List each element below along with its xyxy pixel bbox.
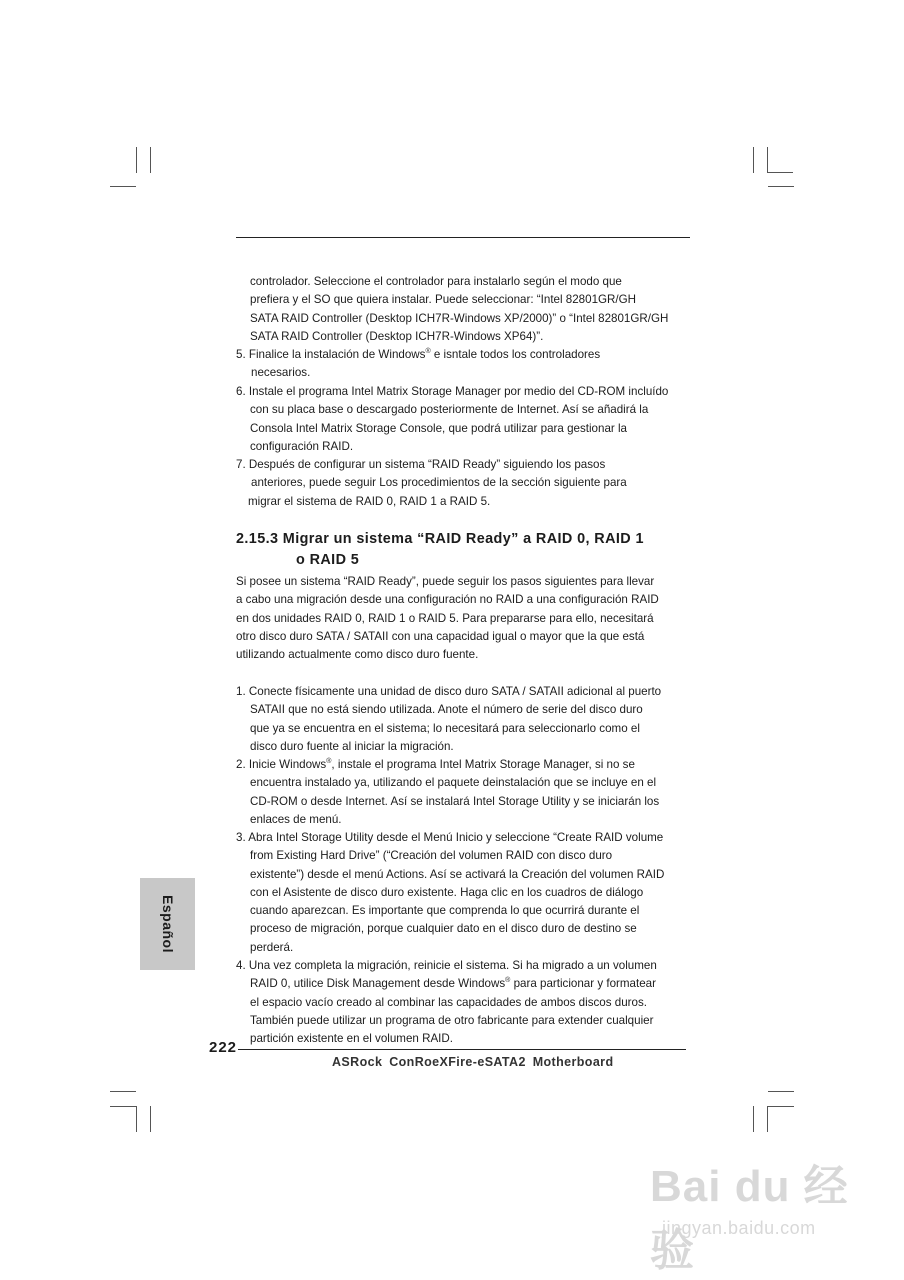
crop-mark: [753, 1106, 754, 1132]
text-line: Si posee un sistema “RAID Ready”, puede seguir los pasos siguientes para llevar: [236, 575, 655, 588]
section-heading: [236, 529, 644, 571]
list-item-7: [236, 456, 627, 511]
crop-mark: [110, 1091, 136, 1092]
footer-product: ASRock ConRoeXFire-eSATA2 Motherboard: [332, 1055, 614, 1069]
text-line: 2. Inicie Windows®, instale el programa Intel Matrix Storage Manager, si no se: [236, 758, 635, 771]
text-line: proceso de migración, porque cualquier dato en el disco duro de destino se: [250, 922, 637, 936]
baidu-watermark-logo: Bai du 经验: [650, 1162, 849, 1275]
text-line: controlador. Seleccione el controlador para instalarlo según el modo que: [250, 275, 622, 288]
section-intro: [236, 573, 659, 664]
list-item-6: [236, 383, 668, 456]
text-line: CD-ROM o desde Internet. Así se instalará Intel Storage Utility y se iniciarán los: [250, 794, 660, 808]
continuation-paragraph: [250, 273, 668, 346]
heading-line: 2.15.3 Migrar un sistema “RAID Ready” a RAID 0, RAID 1: [236, 531, 644, 547]
text-line: anteriores, puede seguir Los procedimientos de la sección siguiente para: [251, 476, 627, 490]
text-line: 3. Abra Intel Storage Utility desde el Menú Inicio y seleccione “Create RAID volume: [236, 831, 664, 844]
text-line: partición existente en el volumen RAID.: [250, 1032, 453, 1046]
crop-mark: [150, 147, 151, 173]
crop-mark: [150, 1106, 151, 1132]
text-line: otro disco duro SATA / SATAII con una capacidad igual o mayor que la que está: [236, 629, 645, 643]
text-line: Consola Intel Matrix Storage Console, que podrá utilizar para gestionar la: [250, 421, 628, 435]
step-1: [236, 683, 661, 756]
language-side-tab: [140, 878, 195, 970]
text-line: También puede utilizar un programa de otro fabricante para extender cualquier: [250, 1013, 654, 1027]
crop-mark: [753, 147, 754, 173]
text-line: que ya se encuentra en el sistema; lo necesitará para seleccionarlo como el: [250, 721, 640, 735]
crop-mark: [136, 1106, 137, 1132]
crop-mark: [768, 1091, 794, 1092]
text-line: cuando aparezcan. Es importante que comprenda lo que ocurrirá durante el: [250, 904, 640, 918]
text-line: SATA RAID Controller (Desktop ICH7R-Windows XP64)”.: [250, 329, 544, 343]
text-line: from Existing Hard Drive” (“Creación del volumen RAID con disco duro: [250, 849, 613, 863]
text-line: migrar el sistema de RAID 0, RAID 1 a RAID 5.: [248, 494, 491, 508]
baidu-watermark-url: jingyan.baidu.com: [662, 1218, 816, 1238]
step-2: [236, 756, 659, 829]
crop-mark: [110, 1106, 136, 1107]
text-line: utilizando actualmente como disco duro fuente.: [236, 648, 479, 662]
text-line: 6. Instale el programa Intel Matrix Storage Manager por medio del CD-ROM incluído: [236, 385, 669, 398]
text-line: 7. Después de configurar un sistema “RAID Ready” siguiendo los pasos: [236, 458, 606, 471]
text-line: necesarios.: [251, 366, 311, 380]
text-line: prefiera y el SO que quiera instalar. Puede seleccionar: “Intel 82801GR/GH: [250, 293, 637, 307]
crop-mark: [768, 1106, 794, 1107]
text-line: enlaces de menú.: [250, 812, 342, 826]
text-line: existente”) desde el menú Actions. Así se activará la Creación del volumen RAID: [250, 867, 665, 881]
text-line: a cabo una migración desde una configuración no RAID a una configuración RAID: [236, 593, 659, 607]
text-line: disco duro fuente al iniciar la migración.: [250, 739, 454, 753]
crop-mark: [768, 186, 794, 187]
crop-mark: [767, 1106, 768, 1132]
crop-mark: [136, 147, 137, 173]
step-4: [236, 957, 657, 1048]
text-line: SATA RAID Controller (Desktop ICH7R-Windows XP/2000)” o “Intel 82801GR/GH: [250, 311, 669, 325]
step-3: [236, 829, 664, 957]
language-label: Español: [159, 895, 176, 953]
text-line: 1. Conecte físicamente una unidad de disco duro SATA / SATAII adicional al puerto: [236, 685, 662, 698]
heading-line: o RAID 5: [296, 552, 360, 568]
text-line: el espacio vacío creado al combinar las capacidades de ambos discos duros.: [250, 995, 647, 1009]
text-line: perderá.: [250, 940, 294, 954]
text-line: configuración RAID.: [250, 439, 354, 453]
footer-rule: [238, 1049, 686, 1050]
baidu-watermark: [640, 1140, 880, 1275]
text-line: en dos unidades RAID 0, RAID 1 o RAID 5. Para prepararse para ello, necesitará: [236, 611, 654, 625]
crop-mark: [767, 147, 768, 173]
text-line: 4. Una vez completa la migración, reinicie el sistema. Si ha migrado a un volumen: [236, 959, 657, 972]
header-rule: [236, 237, 690, 238]
text-line: con su placa base o descargado posteriormente de Internet. Así se añadirá la: [250, 403, 649, 417]
list-item-5: [236, 346, 600, 383]
text-line: con el Asistente de disco duro existente. Haga clic en los cuadros de diálogo: [250, 885, 644, 899]
crop-mark: [110, 186, 136, 187]
text-line: encuentra instalado ya, utilizando el paquete deinstalación que se incluye en el: [250, 776, 657, 790]
text-line: 5. Finalice la instalación de Windows® e isntale todos los controladores: [236, 348, 601, 361]
crop-mark: [767, 172, 793, 173]
text-line: RAID 0, utilice Disk Management desde Windows® para particionar y formatear: [250, 977, 656, 991]
page-number: 222: [209, 1039, 238, 1056]
text-line: SATAII que no está siendo utilizada. Anote el número de serie del disco duro: [250, 703, 643, 717]
